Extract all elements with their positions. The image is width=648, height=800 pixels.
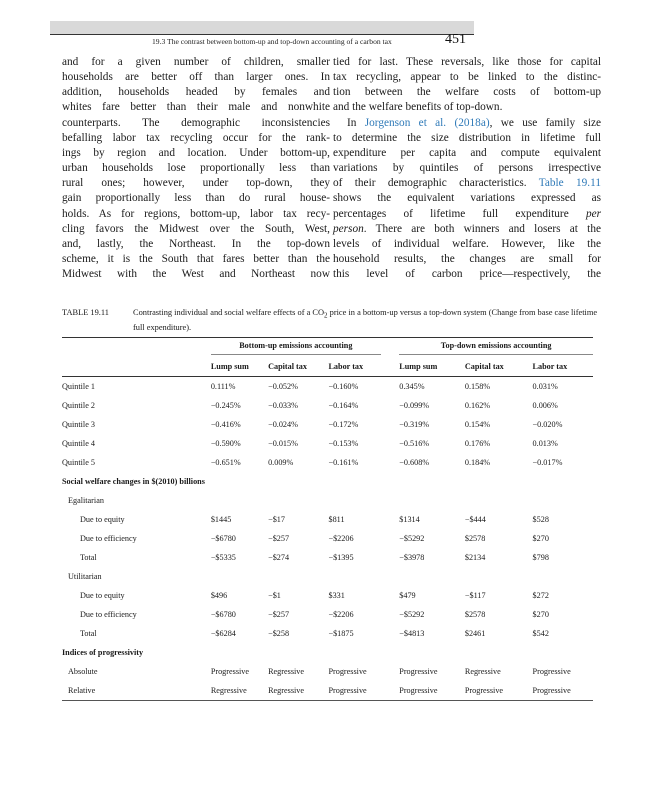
row-label: Quintile 5	[62, 458, 95, 467]
cell-value: Regressive	[268, 667, 305, 676]
quintile-row	[62, 377, 593, 397]
text-line: tax recycling, appear to be linked to the distinc-	[333, 71, 601, 84]
gap	[389, 510, 399, 529]
cell-value: $272	[532, 591, 549, 600]
gap	[389, 662, 399, 681]
cell-value: Progressive	[532, 686, 571, 695]
cell-value: −0.164%	[328, 401, 359, 410]
quintile-row	[62, 434, 593, 453]
text: Contrasting individual and social welfare effects of a CO	[133, 308, 325, 317]
cell-value: −0.651%	[210, 458, 241, 467]
cell-value: −0.033%	[268, 401, 298, 410]
gap	[389, 681, 399, 701]
text-line: counterparts. The demographic inconsistencies	[62, 116, 330, 129]
egalitarian-row	[62, 529, 593, 548]
row-label: Indices of progressivity	[62, 648, 144, 657]
quintile-row	[62, 453, 593, 472]
row-label: Quintile 4	[62, 439, 95, 448]
column-header: Labor tax	[533, 357, 593, 377]
text-line: and, lastly, the Northeast. In the top-down	[62, 237, 330, 250]
progressivity-row	[62, 681, 593, 701]
text-line: ings by region and location. Under bottom-up,	[62, 146, 330, 159]
cell-value: −$5292	[399, 610, 425, 619]
cell-value: −$5335	[210, 553, 236, 562]
cell-value: 0.111%	[210, 382, 236, 391]
text-line: addition, households headed by females and	[62, 86, 330, 99]
text-line: levels of individual welfare. However, like the	[333, 237, 601, 250]
table-link[interactable]: Table 19.11	[538, 177, 601, 190]
filler	[211, 567, 593, 586]
egalitarian-row	[62, 510, 593, 529]
cell-value: 0.009%	[268, 458, 294, 467]
text-line	[333, 116, 601, 131]
row-label: Due to efficiency	[80, 534, 137, 543]
text-line	[333, 207, 601, 222]
progressivity-row	[62, 662, 593, 681]
cell-value: −0.099%	[399, 401, 430, 410]
column-header: Labor tax	[328, 357, 388, 377]
cell-value: 0.184%	[464, 458, 491, 467]
cell-value: $811	[328, 515, 345, 524]
text-line: and the welfare benefits of top-down.	[333, 101, 503, 114]
text-line: variations by quintiles of persons irrespective	[333, 162, 601, 175]
subsection-heading	[62, 491, 593, 510]
cell-value: −$274	[268, 553, 290, 562]
text-line: Midwest with the West and Northeast now	[62, 268, 330, 281]
cell-value: $2461	[464, 629, 486, 638]
text-line: and for a given number of children, smaller	[62, 56, 330, 68]
cell-value: −0.015%	[268, 439, 298, 448]
cell-value: −$257	[268, 534, 290, 543]
text: . There are both winners and losers at the	[363, 222, 601, 235]
gap	[389, 624, 399, 643]
citation-link[interactable]: Jorgenson et al. (2018a)	[364, 116, 490, 129]
text-line: scheme, it is the South that fares better than the	[62, 253, 330, 266]
gap	[389, 338, 399, 358]
cell-value: $542	[532, 629, 549, 638]
cell-value: −$4813	[399, 629, 425, 638]
text: of their demographic characteristics.	[333, 177, 539, 190]
cell-value: 0.006%	[532, 401, 558, 410]
cell-value: −0.416%	[210, 420, 241, 429]
cell-value: −0.516%	[399, 439, 430, 448]
cell-value: −0.161%	[328, 458, 359, 467]
cell-value: $2578	[464, 610, 486, 619]
row-label: Social welfare changes in $(2010) billions	[62, 477, 205, 486]
cell-value: −$6284	[210, 629, 236, 638]
cell-value: −0.017%	[532, 458, 563, 467]
cell-value: $2134	[464, 553, 486, 562]
text-line: expenditure per capita and compute equivalent	[333, 146, 601, 159]
group-header-row	[62, 338, 593, 358]
gap	[389, 453, 399, 472]
utilitarian-row	[62, 624, 593, 643]
cell-value: −$444	[464, 515, 486, 524]
group-label: Top-down emissions accounting	[399, 341, 593, 355]
running-title: 19.3 The contrast between bottom-up and top-down accounting of a carbon tax	[152, 37, 392, 46]
cell-value: −$258	[268, 629, 290, 638]
column-header: Capital tax	[268, 357, 328, 377]
text-line: holds. As for regions, bottom-up, labor tax recy-	[62, 207, 330, 220]
cell-value: $798	[532, 553, 549, 562]
text: In	[347, 116, 365, 129]
cell-value: Progressive	[328, 667, 367, 676]
caption-text	[133, 307, 603, 333]
column-header: Lump sum	[399, 357, 465, 377]
text-line: household results, the changes are small for	[333, 253, 601, 266]
cell-value: 0.158%	[464, 382, 491, 391]
cell-value: −0.245%	[210, 401, 241, 410]
utilitarian-row	[62, 605, 593, 624]
cell-value: $479	[399, 591, 416, 600]
row-label: Due to efficiency	[80, 610, 137, 619]
cell-value: Regressive	[464, 667, 501, 676]
cell-value: −$3978	[399, 553, 425, 562]
gap	[389, 415, 399, 434]
cell-value: 0.176%	[464, 439, 491, 448]
row-label: Due to equity	[80, 591, 125, 600]
text-line: befalling labor tax recycling occur for the rank-	[62, 131, 330, 144]
cell-value: 0.154%	[464, 420, 491, 429]
text-line: this level of carbon price—respectively, the	[333, 268, 601, 281]
cell-value: −0.172%	[328, 420, 359, 429]
row-label: Relative	[68, 686, 96, 695]
filler	[211, 491, 593, 510]
italic-text: person	[333, 222, 364, 235]
text-line: cling favors the Midwest over the South, West,	[62, 222, 330, 235]
gap	[389, 434, 399, 453]
cell-value: $528	[532, 515, 549, 524]
cell-value: Progressive	[328, 686, 367, 695]
cell-value: Progressive	[464, 686, 504, 695]
cell-value: −$2206	[328, 534, 354, 543]
cell-value: −0.153%	[328, 439, 359, 448]
page-number: 451	[445, 32, 466, 47]
text-line: urban households lose proportionally less than	[62, 162, 330, 175]
welfare-table	[62, 337, 593, 701]
filler	[211, 643, 593, 662]
cell-value: −$1395	[328, 553, 354, 562]
row-label: Quintile 2	[62, 401, 95, 410]
row-label: Utilitarian	[68, 572, 102, 581]
cell-value: 0.345%	[399, 382, 425, 391]
filler	[211, 472, 593, 491]
column-header: Capital tax	[465, 357, 533, 377]
cell-value: $1314	[399, 515, 420, 524]
left-column	[62, 55, 330, 282]
cell-value: 0.013%	[532, 439, 558, 448]
cell-value: $1445	[210, 515, 232, 524]
cell-value: Regressive	[268, 686, 305, 695]
text: , we use family size	[489, 116, 601, 129]
text: percentages of lifetime full expenditure	[333, 207, 586, 220]
empty-header	[62, 357, 211, 377]
row-label: Total	[80, 553, 97, 562]
section-heading	[62, 643, 593, 662]
text-line: households are better off than larger ones. In	[62, 71, 330, 84]
cell-value: −$1875	[328, 629, 354, 638]
column-header-row	[62, 357, 593, 377]
quintile-row	[62, 396, 593, 415]
cell-value: Progressive	[399, 686, 438, 695]
text-line: tied for last. These reversals, like those for capital	[333, 56, 601, 68]
subsection-heading	[62, 567, 593, 586]
gap	[389, 357, 399, 377]
group-header-top-down	[399, 338, 593, 358]
utilitarian-row	[62, 586, 593, 605]
gap	[389, 605, 399, 624]
row-label: Egalitarian	[68, 496, 104, 505]
cell-value: $2578	[464, 534, 486, 543]
text-line: gain proportionally less than do rural house-	[62, 192, 330, 205]
cell-value: −0.024%	[268, 420, 298, 429]
cell-value: Progressive	[399, 667, 438, 676]
cell-value: $270	[532, 534, 549, 543]
cell-value: −0.590%	[210, 439, 241, 448]
cell-value: −$17	[268, 515, 285, 524]
header-bar	[50, 21, 474, 35]
cell-value: −$257	[268, 610, 290, 619]
row-label: Total	[80, 629, 97, 638]
cell-value: $270	[532, 610, 549, 619]
subscript: 2	[324, 311, 328, 320]
row-label: Quintile 1	[62, 382, 95, 391]
text-line: shows the equivalent variations expressed as	[333, 192, 601, 205]
empty-header	[62, 338, 211, 358]
gap	[389, 377, 399, 397]
cell-value: −0.608%	[399, 458, 430, 467]
cell-value: Progressive	[210, 667, 250, 676]
cell-value: 0.162%	[464, 401, 491, 410]
cell-value: −0.020%	[532, 420, 563, 429]
cell-value: −$6780	[210, 610, 236, 619]
cell-value: Progressive	[532, 667, 571, 676]
row-label: Quintile 3	[62, 420, 95, 429]
group-header-bottom-up	[211, 338, 389, 358]
text-line: whites fare better than their male and nonwhite	[62, 101, 330, 114]
gap	[389, 586, 399, 605]
text-line: to determine the size distribution in lifetime full	[333, 131, 601, 144]
text-line: rural ones; however, under top-down, they	[62, 177, 330, 190]
cell-value: −0.052%	[268, 382, 298, 391]
group-label: Bottom-up emissions accounting	[211, 341, 381, 355]
cell-value: −0.319%	[399, 420, 430, 429]
row-label: Due to equity	[80, 515, 125, 524]
text-line	[333, 222, 601, 237]
cell-value: −$5292	[399, 534, 425, 543]
italic-text: per	[585, 207, 601, 220]
cell-value: −$2206	[328, 610, 354, 619]
cell-value: −$1	[268, 591, 281, 600]
row-label: Absolute	[68, 667, 98, 676]
cell-value: −$117	[464, 591, 486, 600]
table-label: TABLE 19.11	[62, 308, 109, 317]
gap	[389, 529, 399, 548]
cell-value: $496	[210, 591, 228, 600]
cell-value: −0.160%	[328, 382, 359, 391]
right-column	[333, 55, 601, 282]
section-heading	[62, 472, 593, 491]
text-line	[333, 176, 601, 191]
cell-value: 0.031%	[532, 382, 558, 391]
cell-value: −$6780	[210, 534, 236, 543]
egalitarian-row	[62, 548, 593, 567]
quintile-row	[62, 415, 593, 434]
gap	[389, 548, 399, 567]
gap	[389, 396, 399, 415]
text: price in a bottom-up versus a top-down system (Change from base case lifetime full expenditure).	[133, 308, 598, 332]
column-header: Lump sum	[211, 357, 268, 377]
cell-value: Regressive	[210, 686, 247, 695]
text-line: tion between the welfare costs of bottom-up	[333, 86, 601, 99]
cell-value: $331	[328, 591, 345, 600]
